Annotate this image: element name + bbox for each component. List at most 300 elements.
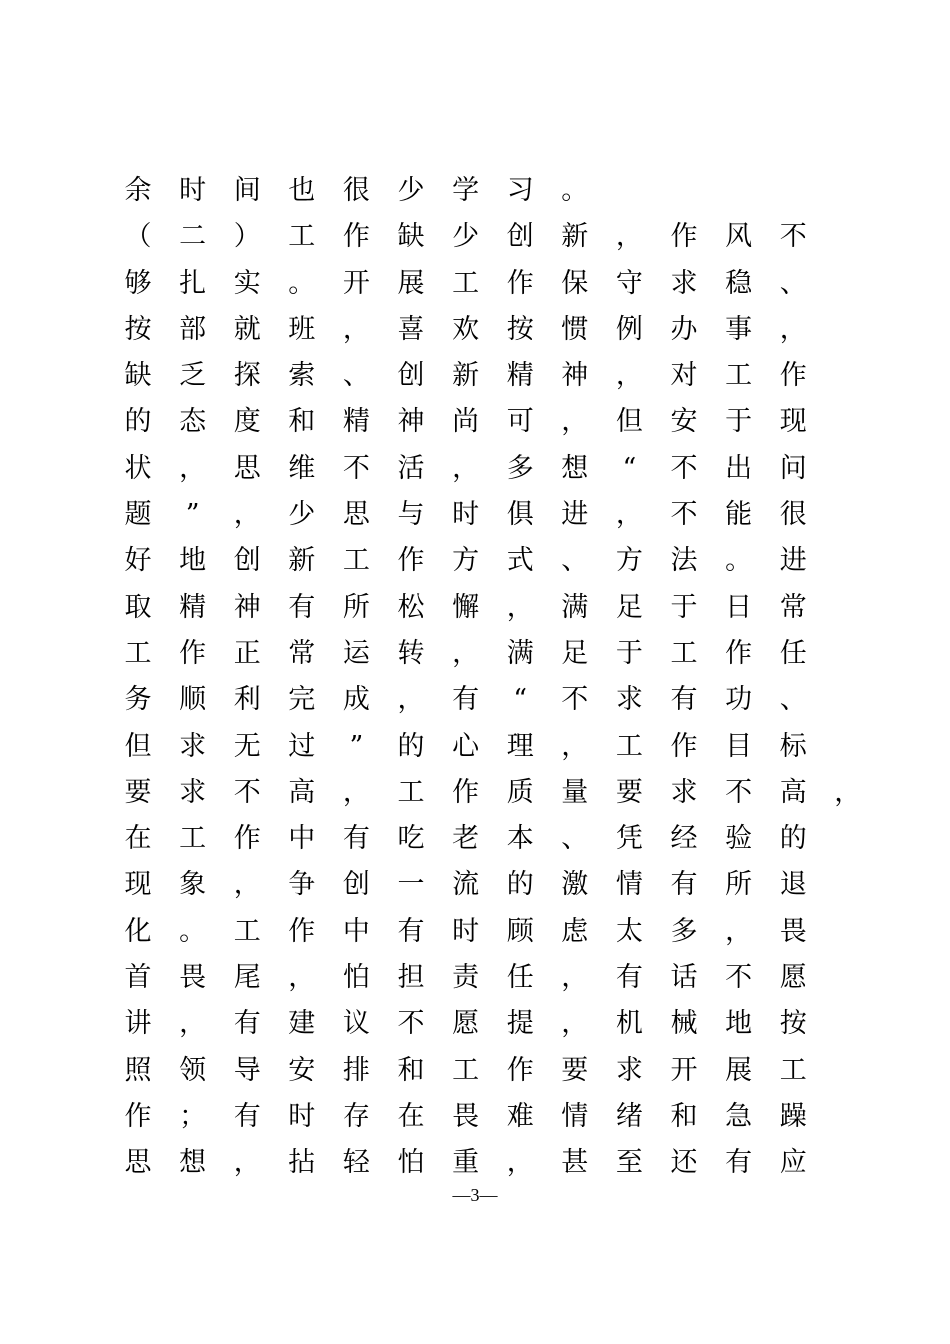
text-char: ， [506, 591, 534, 623]
text-char: 转 [397, 637, 425, 669]
text-char: 高 [288, 776, 316, 808]
text-char: 流 [452, 869, 480, 901]
text-char: 凭 [615, 823, 643, 855]
text-char: 想 [561, 452, 589, 484]
text-char: 班 [288, 313, 316, 345]
text-char: 事 [725, 313, 753, 345]
text-char: 所 [725, 869, 753, 901]
text-char: 还 [670, 1147, 698, 1179]
text-char: 工 [615, 730, 643, 762]
text-char: 松 [397, 591, 425, 623]
text-char: 成 [342, 684, 370, 716]
text-char: 多 [670, 915, 698, 947]
text-char: 求 [179, 730, 207, 762]
text-char: ， [561, 730, 589, 762]
text-char: 和 [397, 1054, 425, 1086]
text-char: ， [561, 1008, 589, 1040]
text-char: 目 [725, 730, 753, 762]
text-char: 、 [561, 823, 589, 855]
text-char: 二 [179, 221, 207, 253]
text-char: 活 [397, 452, 425, 484]
text-char: 于 [615, 637, 643, 669]
text-char: （ [124, 221, 152, 253]
text-char: 态 [179, 406, 207, 438]
text-char: 想 [179, 1147, 207, 1179]
text-char: 作 [124, 1100, 152, 1132]
text-char: 满 [561, 591, 589, 623]
text-char: 不 [779, 221, 807, 253]
text-char: 有 [725, 1147, 753, 1179]
text-line [118, 399, 878, 445]
text-line [118, 862, 878, 908]
text-char: ， [233, 1147, 261, 1179]
text-char: 。 [179, 915, 207, 947]
text-char: 工 [342, 545, 370, 577]
text-char: ， [288, 962, 316, 994]
text-char: 作 [725, 637, 753, 669]
text-char: 任 [506, 962, 534, 994]
text-char: 顺 [179, 684, 207, 716]
text-char: 日 [725, 591, 753, 623]
text-char: 按 [506, 313, 534, 345]
text-char: 展 [725, 1054, 753, 1086]
text-line [118, 214, 878, 260]
text-char: 开 [670, 1054, 698, 1086]
text-char: ， [342, 313, 370, 345]
text-char: 有 [452, 684, 480, 716]
text-char: 神 [233, 591, 261, 623]
text-char: 作 [670, 221, 698, 253]
text-char: 、 [342, 360, 370, 392]
text-char: 、 [779, 267, 807, 299]
text-char: ” [349, 730, 364, 762]
text-char: 标 [779, 730, 807, 762]
text-char: 工 [397, 776, 425, 808]
text-char: 例 [615, 313, 643, 345]
text-char: 按 [779, 1008, 807, 1040]
text-char: 拈 [288, 1147, 316, 1179]
text-char: 间 [233, 175, 261, 206]
text-char: 工 [124, 637, 152, 669]
text-char: 余 [124, 175, 152, 206]
text-char: ， [506, 1147, 534, 1179]
text-char: 情 [561, 1100, 589, 1132]
text-char: ， [342, 776, 370, 808]
text-char: 经 [670, 823, 698, 855]
text-line [118, 1094, 878, 1140]
text-char: 情 [615, 869, 643, 901]
text-line [118, 585, 878, 631]
text-char: 排 [342, 1054, 370, 1086]
text-char: 存 [342, 1100, 370, 1132]
text-char: 任 [779, 637, 807, 669]
text-char: 导 [233, 1054, 261, 1086]
text-char: 虑 [561, 915, 589, 947]
text-char: 老 [452, 823, 480, 855]
text-char: 无 [233, 730, 261, 762]
text-char: 畏 [452, 1100, 480, 1132]
text-char: 工 [452, 1054, 480, 1086]
text-char: 习 [506, 175, 534, 206]
text-char: 质 [506, 776, 534, 808]
text-char: 躁 [779, 1100, 807, 1132]
text-char: 时 [288, 1100, 316, 1132]
text-char: 不 [670, 452, 698, 484]
text-char: 有 [233, 1100, 261, 1132]
text-char: 风 [725, 221, 753, 253]
text-char: 争 [288, 869, 316, 901]
text-char: 方 [452, 545, 480, 577]
text-char: 懈 [452, 591, 480, 623]
text-char: 喜 [397, 313, 425, 345]
text-char: 时 [452, 499, 480, 531]
text-line [118, 1048, 878, 1094]
text-char: 、 [779, 684, 807, 716]
text-char: 部 [179, 313, 207, 345]
text-char: ， [233, 869, 261, 901]
text-char: 也 [288, 175, 316, 206]
text-char: 足 [561, 637, 589, 669]
text-char: 过 [288, 730, 316, 762]
text-char: 精 [506, 360, 534, 392]
text-char: 难 [506, 1100, 534, 1132]
text-char: 领 [179, 1054, 207, 1086]
text-char: 高 [779, 776, 807, 808]
text-char: 作 [506, 1054, 534, 1086]
text-char: 时 [452, 915, 480, 947]
text-char: 怕 [342, 962, 370, 994]
text-char: 本 [506, 823, 534, 855]
text-char: 量 [561, 776, 589, 808]
text-char: 工 [288, 221, 316, 253]
text-char: 度 [233, 406, 261, 438]
text-char: 现 [779, 406, 807, 438]
text-char: 有 [670, 869, 698, 901]
text-char: 求 [615, 684, 643, 716]
text-char: 式 [506, 545, 534, 577]
text-char: 工 [179, 823, 207, 855]
text-char: 惯 [561, 313, 589, 345]
text-char: 有 [397, 915, 425, 947]
text-char: 械 [670, 1008, 698, 1040]
text-char: 方 [615, 545, 643, 577]
text-char: 进 [561, 499, 589, 531]
text-char: 。 [288, 267, 316, 299]
text-char: 象 [179, 869, 207, 901]
text-char: ， [452, 452, 480, 484]
text-char: 对 [670, 360, 698, 392]
text-char: 。 [561, 175, 589, 206]
text-char: 不 [725, 962, 753, 994]
text-char: 作 [452, 776, 480, 808]
text-char: 畏 [779, 915, 807, 947]
text-char: 能 [725, 499, 753, 531]
text-char: 创 [506, 221, 534, 253]
text-char: ， [615, 221, 643, 253]
text-char: ， [561, 406, 589, 438]
text-char: 现 [124, 869, 152, 901]
text-char: 实 [233, 267, 261, 299]
text-char: 神 [561, 360, 589, 392]
text-char: 时 [179, 175, 207, 206]
text-char: 吃 [397, 823, 425, 855]
text-char: 乏 [179, 360, 207, 392]
text-char: 够 [124, 267, 152, 299]
text-line [118, 816, 878, 862]
body-text [118, 168, 878, 1187]
text-line [118, 724, 878, 770]
text-char: 至 [615, 1147, 643, 1179]
text-char: 提 [506, 1008, 534, 1040]
text-char: ， [179, 452, 207, 484]
text-char: 缺 [124, 360, 152, 392]
text-char: ， [233, 499, 261, 531]
text-char: 作 [670, 730, 698, 762]
text-char: 守 [615, 267, 643, 299]
text-char: 求 [670, 267, 698, 299]
text-char: 求 [179, 776, 207, 808]
text-char: 求 [670, 776, 698, 808]
text-char: 维 [288, 452, 316, 484]
text-char: 法 [670, 545, 698, 577]
text-char: 和 [670, 1100, 698, 1132]
text-line [118, 446, 878, 492]
text-char: ， [452, 637, 480, 669]
text-char: 的 [506, 869, 534, 901]
text-char: 作 [397, 545, 425, 577]
text-char: 要 [124, 776, 152, 808]
text-char: 索 [288, 360, 316, 392]
text-char: 安 [288, 1054, 316, 1086]
text-char: 运 [342, 637, 370, 669]
text-char: 扎 [179, 267, 207, 299]
text-char: 话 [670, 962, 698, 994]
text-char: 取 [124, 591, 152, 623]
text-char: 要 [561, 1054, 589, 1086]
text-char: 好 [124, 545, 152, 577]
text-char: 精 [179, 591, 207, 623]
text-char: 与 [397, 499, 425, 531]
text-char: 化 [124, 915, 152, 947]
text-char: ， [561, 962, 589, 994]
text-char: 轻 [342, 1147, 370, 1179]
text-char: 可 [506, 406, 534, 438]
text-line [118, 168, 878, 214]
text-char: 思 [124, 1147, 152, 1179]
text-char: 验 [725, 823, 753, 855]
text-char: 不 [725, 776, 753, 808]
text-char: 畏 [179, 962, 207, 994]
text-char: 的 [397, 730, 425, 762]
text-char: 神 [397, 406, 425, 438]
text-line [118, 955, 878, 1001]
text-char: 照 [124, 1054, 152, 1086]
text-char: 、 [561, 545, 589, 577]
text-line [118, 353, 878, 399]
text-line [118, 261, 878, 307]
text-char: ， [779, 313, 807, 345]
text-char: 安 [670, 406, 698, 438]
text-char: 少 [397, 175, 425, 206]
text-char: 但 [124, 730, 152, 762]
text-char: 作 [179, 637, 207, 669]
text-char: ， [397, 684, 425, 716]
text-char: 保 [561, 267, 589, 299]
text-char: 俱 [506, 499, 534, 531]
text-char: 开 [342, 267, 370, 299]
text-char: 多 [506, 452, 534, 484]
text-char: 急 [725, 1100, 753, 1132]
text-char: 作 [779, 360, 807, 392]
text-char: 有 [288, 591, 316, 623]
text-line [118, 307, 878, 353]
text-char: 求 [615, 1054, 643, 1086]
text-char: 功 [725, 684, 753, 716]
text-char: 正 [233, 637, 261, 669]
text-char: 少 [288, 499, 316, 531]
text-char: 进 [779, 545, 807, 577]
text-char: 精 [342, 406, 370, 438]
text-char: ， [725, 915, 753, 947]
text-char: 稳 [725, 267, 753, 299]
text-char: 尚 [452, 406, 480, 438]
text-char: 中 [288, 823, 316, 855]
text-char: 思 [233, 452, 261, 484]
text-char: 不 [342, 452, 370, 484]
text-char: 作 [233, 823, 261, 855]
text-char: ， [179, 1008, 207, 1040]
text-char: 常 [288, 637, 316, 669]
text-char: 作 [506, 267, 534, 299]
text-char: 有 [342, 823, 370, 855]
text-char: 利 [233, 684, 261, 716]
text-char: 按 [124, 313, 152, 345]
text-char: 所 [342, 591, 370, 623]
text-char: 理 [506, 730, 534, 762]
text-char: 工 [670, 637, 698, 669]
text-char: ， [615, 499, 643, 531]
text-char: 尾 [233, 962, 261, 994]
text-char: 出 [725, 452, 753, 484]
text-line [118, 909, 878, 955]
text-char: ， [615, 360, 643, 392]
text-char: 完 [288, 684, 316, 716]
text-char: 思 [342, 499, 370, 531]
text-char: 的 [124, 406, 152, 438]
text-char: 太 [615, 915, 643, 947]
text-char: 讲 [124, 1008, 152, 1040]
text-char: “ [622, 452, 637, 484]
text-char: 学 [452, 175, 480, 206]
text-char: 缺 [397, 221, 425, 253]
text-char: 地 [725, 1008, 753, 1040]
text-char: 新 [288, 545, 316, 577]
text-char: 常 [779, 591, 807, 623]
text-line [118, 677, 878, 723]
text-char: 中 [342, 915, 370, 947]
text-char: 问 [779, 452, 807, 484]
text-line [118, 1140, 878, 1186]
text-char: ； [179, 1100, 207, 1132]
text-char: 于 [725, 406, 753, 438]
text-char: 于 [670, 591, 698, 623]
text-char: 工 [779, 1054, 807, 1086]
text-char: 展 [397, 267, 425, 299]
text-char: 顾 [506, 915, 534, 947]
text-char: 办 [670, 313, 698, 345]
text-char: 满 [506, 637, 534, 669]
text-char: 题 [124, 499, 152, 531]
text-char: 欢 [452, 313, 480, 345]
text-line [118, 492, 878, 538]
text-char: 有 [615, 962, 643, 994]
text-char: 重 [452, 1147, 480, 1179]
page-number: —3— [452, 1185, 498, 1205]
text-char: 议 [342, 1008, 370, 1040]
text-char: 创 [342, 869, 370, 901]
text-char: 建 [288, 1008, 316, 1040]
text-line [118, 1001, 878, 1047]
text-char: 务 [124, 684, 152, 716]
text-char: 很 [342, 175, 370, 206]
text-char: 愿 [779, 962, 807, 994]
text-line [118, 538, 878, 584]
text-char: 作 [342, 221, 370, 253]
text-char: 有 [670, 684, 698, 716]
text-char: 激 [561, 869, 589, 901]
text-char: 新 [561, 221, 589, 253]
text-char: 创 [397, 360, 425, 392]
text-char: 有 [233, 1008, 261, 1040]
text-char: 和 [288, 406, 316, 438]
text-char: 甚 [561, 1147, 589, 1179]
text-char: 但 [615, 406, 643, 438]
text-char: 首 [124, 962, 152, 994]
text-char: 少 [452, 221, 480, 253]
text-char: 很 [779, 499, 807, 531]
text-char: 。 [725, 545, 753, 577]
text-char: 作 [288, 915, 316, 947]
text-char: 应 [779, 1147, 807, 1179]
text-char: 不 [233, 776, 261, 808]
text-char: 工 [233, 915, 261, 947]
text-char: 不 [561, 684, 589, 716]
text-char: ） [233, 221, 261, 253]
text-char: 退 [779, 869, 807, 901]
text-char: 工 [725, 360, 753, 392]
text-char: 不 [397, 1008, 425, 1040]
text-char: 工 [452, 267, 480, 299]
text-char: 就 [233, 313, 261, 345]
text-char: 怕 [397, 1147, 425, 1179]
text-char: 责 [452, 962, 480, 994]
text-line [118, 770, 878, 816]
text-char: 一 [397, 869, 425, 901]
text-char: 状 [124, 452, 152, 484]
text-char: 愿 [452, 1008, 480, 1040]
text-char: “ [513, 684, 528, 716]
text-char: 在 [124, 823, 152, 855]
text-char: 在 [397, 1100, 425, 1132]
text-char: 的 [779, 823, 807, 855]
text-char: 机 [615, 1008, 643, 1040]
text-char: 担 [397, 962, 425, 994]
text-char: 绪 [615, 1100, 643, 1132]
text-char: 心 [452, 730, 480, 762]
text-char: 探 [233, 360, 261, 392]
text-line [118, 631, 878, 677]
text-char: 要 [615, 776, 643, 808]
